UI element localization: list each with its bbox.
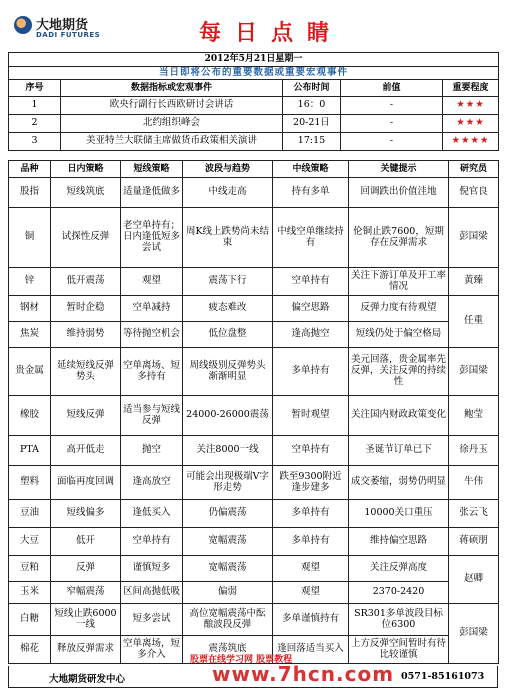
strategy-mid: 空单持有	[273, 268, 349, 296]
strategy-tip: 圣诞节订单已下	[349, 436, 449, 466]
strategy-band: 关注8000一线	[183, 436, 273, 466]
strategy-band: 24000-26000震荡	[183, 396, 273, 436]
strategy-product: 豆粕	[9, 556, 51, 582]
strategy-mid: 多单谨慎持有	[273, 604, 349, 636]
strategy-day: 短线偏多	[51, 500, 121, 528]
event-event: 欧央行副行长西欧研讨会讲话	[61, 97, 283, 115]
strategy-tip: 关注国内财政政策变化	[349, 396, 449, 436]
header	[6, 4, 500, 52]
strategy-header-cell: 研究员	[449, 161, 499, 178]
strategy-product: PTA	[9, 436, 51, 466]
strategy-band: 中线走高	[183, 178, 273, 208]
strategy-mid: 持有多单	[273, 178, 349, 208]
strategy-tip: 美元回落，贵金属率先反弹，关注反弹的持续性	[349, 348, 449, 396]
strategy-analyst: 彭国梁	[449, 348, 499, 396]
strategy-mid: 多单持有	[273, 348, 349, 396]
events-header-cell: 重要程度	[443, 80, 499, 97]
strategy-mid: 逢回落适当买入	[273, 636, 349, 664]
strategy-product: 玉米	[9, 582, 51, 604]
events-table	[8, 52, 499, 151]
strategy-product: 棉花	[9, 636, 51, 664]
event-stars: ★★★★	[443, 133, 499, 151]
strategy-tip: 维持偏空思路	[349, 528, 449, 556]
strategy-row	[9, 208, 499, 268]
events-header-row	[9, 80, 499, 97]
report-date: 2012年5月21日星期一	[9, 53, 499, 67]
strategy-row	[9, 528, 499, 556]
strategy-day: 释放反弹需求	[51, 636, 121, 664]
strategy-day: 试探性反弹	[51, 208, 121, 268]
watermark-text: 股票在线学习网 股票教程	[190, 655, 293, 665]
strategy-header-row	[9, 161, 499, 178]
strategy-short: 适当参与短线反弹	[121, 396, 183, 436]
strategy-row	[9, 466, 499, 500]
footer-department: 大地期货研发中心	[49, 674, 126, 685]
strategy-product: 大豆	[9, 528, 51, 556]
strategy-analyst: 任重	[449, 296, 499, 348]
strategy-tip: 回调跌出价值洼地	[349, 178, 449, 208]
strategy-body	[9, 178, 499, 664]
strategy-day: 延续短线反弹势头	[51, 348, 121, 396]
event-event: 美亚特兰大联储主席做货币政策相关演讲	[61, 133, 283, 151]
strategy-header-cell: 日内策略	[51, 161, 121, 178]
strategy-header-cell: 关键提示	[349, 161, 449, 178]
events-body	[9, 97, 499, 151]
footer-phone: 0571-85161073	[401, 671, 485, 682]
strategy-row	[9, 178, 499, 208]
strategy-header-cell: 短线策略	[121, 161, 183, 178]
strategy-header-cell: 品种	[9, 161, 51, 178]
strategy-band: 震荡筑底	[183, 636, 273, 664]
strategy-mid: 观望	[273, 556, 349, 582]
strategy-analyst: 鲍莹	[449, 396, 499, 436]
strategy-tip: 反弹力度有待观望	[349, 296, 449, 322]
strategy-mid: 观望	[273, 582, 349, 604]
strategy-row	[9, 322, 499, 348]
strategy-analyst: 倪官良	[449, 178, 499, 208]
strategy-product: 贵金属	[9, 348, 51, 396]
strategy-short: 等待抛空机会	[121, 322, 183, 348]
strategy-short: 短多尝试	[121, 604, 183, 636]
strategy-mid: 多单持有	[273, 528, 349, 556]
strategy-header-cell: 中线策略	[273, 161, 349, 178]
strategy-mid: 跌至9300附近逢步建多	[273, 466, 349, 500]
strategy-band: 震荡下行	[183, 268, 273, 296]
strategy-short: 老空单持有；日内逢低短多尝试	[121, 208, 183, 268]
strategy-table	[8, 160, 499, 664]
strategy-short: 逢高放空	[121, 466, 183, 500]
logo-name-cn: 大地期货	[36, 18, 89, 33]
event-time: 20-21日	[283, 115, 341, 133]
strategy-tip: 关注反弹高度	[349, 556, 449, 582]
strategy-analyst: 赵卿	[449, 556, 499, 604]
strategy-analyst: 彭国梁	[449, 208, 499, 268]
strategy-day: 短线筑底	[51, 178, 121, 208]
strategy-band: 宽幅震荡	[183, 528, 273, 556]
event-no: 3	[9, 133, 61, 151]
strategy-band: 可能会出现极端V字形走势	[183, 466, 273, 500]
strategy-band: 疲态难改	[183, 296, 273, 322]
event-stars: ★★★	[443, 115, 499, 133]
strategy-row	[9, 348, 499, 396]
strategy-band: 周K线上跌势尚未结束	[183, 208, 273, 268]
event-no: 1	[9, 97, 61, 115]
event-prev: -	[341, 133, 443, 151]
events-header-cell: 序号	[9, 80, 61, 97]
strategy-band: 宽幅震荡	[183, 556, 273, 582]
strategy-band: 低位盘整	[183, 322, 273, 348]
strategy-band: 周线级别反弹势头渐渐明显	[183, 348, 273, 396]
strategy-analyst: 张云飞	[449, 500, 499, 528]
events-header-cell: 数据指标或宏观事件	[61, 80, 283, 97]
strategy-tip: 伦铜止跌7600，短期存在反弹需求	[349, 208, 449, 268]
logo-globe-icon	[14, 16, 32, 34]
strategy-short: 空单减持	[121, 296, 183, 322]
strategy-tip: 10000关口重压	[349, 500, 449, 528]
strategy-day: 面临再度回调	[51, 466, 121, 500]
strategy-short: 区间高抛低吸	[121, 582, 183, 604]
strategy-band: 高位宽幅震荡中酝酿波段反弹	[183, 604, 273, 636]
strategy-short: 空单持有	[121, 528, 183, 556]
strategy-analyst: 黄臻	[449, 268, 499, 296]
strategy-day: 暂时企稳	[51, 296, 121, 322]
event-row	[9, 115, 499, 133]
strategy-day: 窄幅震荡	[51, 582, 121, 604]
strategy-tip: 短线仍处于偏空格局	[349, 322, 449, 348]
strategy-row	[9, 556, 499, 582]
event-prev: -	[341, 97, 443, 115]
event-row	[9, 133, 499, 151]
strategy-day: 短线止跌6000一线	[51, 604, 121, 636]
strategy-tip: SR301多单波段目标位6300	[349, 604, 449, 636]
events-subtitle: 当日即将公布的重要数据或重要宏观事件	[9, 67, 499, 80]
strategy-row	[9, 396, 499, 436]
strategy-row	[9, 268, 499, 296]
strategy-analyst: 牛伟	[449, 466, 499, 500]
strategy-product: 塑料	[9, 466, 51, 500]
page-title: 每日点睛	[198, 20, 343, 46]
strategy-mid: 空单持有	[273, 436, 349, 466]
event-stars: ★★★	[443, 97, 499, 115]
strategy-row	[9, 296, 499, 322]
logo-name-en: DADI FUTURES	[36, 31, 101, 39]
strategy-row	[9, 582, 499, 604]
strategy-analyst: 蒋硕朋	[449, 528, 499, 556]
strategy-day: 高开低走	[51, 436, 121, 466]
watermark-url: www.7hcn.com	[212, 662, 395, 686]
strategy-mid: 中线空单继续持有	[273, 208, 349, 268]
strategy-tip: 成交萎缩，弱势仍明显	[349, 466, 449, 500]
event-row	[9, 97, 499, 115]
event-no: 2	[9, 115, 61, 133]
strategy-band: 偏弱	[183, 582, 273, 604]
strategy-day: 低开	[51, 528, 121, 556]
strategy-mid: 多单持有	[273, 500, 349, 528]
strategy-day: 低开震荡	[51, 268, 121, 296]
events-header-cell: 公布时间	[283, 80, 341, 97]
strategy-day: 短线反弹	[51, 396, 121, 436]
event-time: 16：0	[283, 97, 341, 115]
event-event: 北约组织峰会	[61, 115, 283, 133]
strategy-tip: 上方反弹空间暂时有待比较谨慎	[349, 636, 449, 664]
strategy-tip: 2370-2420	[349, 582, 449, 604]
events-header-cell: 前值	[341, 80, 443, 97]
strategy-day: 维持弱势	[51, 322, 121, 348]
strategy-product: 锌	[9, 268, 51, 296]
event-prev: -	[341, 115, 443, 133]
strategy-product: 铜	[9, 208, 51, 268]
strategy-header-cell: 波段与趋势	[183, 161, 273, 178]
strategy-short: 抛空	[121, 436, 183, 466]
strategy-product: 白糖	[9, 604, 51, 636]
strategy-short: 谨慎短多	[121, 556, 183, 582]
strategy-mid: 暂时观望	[273, 396, 349, 436]
strategy-mid: 逢高抛空	[273, 322, 349, 348]
strategy-product: 股指	[9, 178, 51, 208]
event-time: 17:15	[283, 133, 341, 151]
strategy-band: 仍偏震荡	[183, 500, 273, 528]
strategy-mid: 偏空思路	[273, 296, 349, 322]
strategy-short: 空单离场，短多介入	[121, 636, 183, 664]
strategy-short: 观望	[121, 268, 183, 296]
company-logo	[14, 14, 110, 44]
strategy-row	[9, 500, 499, 528]
strategy-product: 橡胶	[9, 396, 51, 436]
strategy-row	[9, 436, 499, 466]
strategy-short: 适量逢低做多	[121, 178, 183, 208]
strategy-tip: 关注下游订单及开工率情况	[349, 268, 449, 296]
strategy-product: 豆油	[9, 500, 51, 528]
strategy-product: 钢材	[9, 296, 51, 322]
strategy-short: 逢低买入	[121, 500, 183, 528]
strategy-day: 反弹	[51, 556, 121, 582]
strategy-row	[9, 604, 499, 636]
strategy-short: 空单离场、短多持有	[121, 348, 183, 396]
strategy-analyst: 彭国梁	[449, 604, 499, 664]
strategy-product: 焦炭	[9, 322, 51, 348]
strategy-analyst: 徐丹玉	[449, 436, 499, 466]
